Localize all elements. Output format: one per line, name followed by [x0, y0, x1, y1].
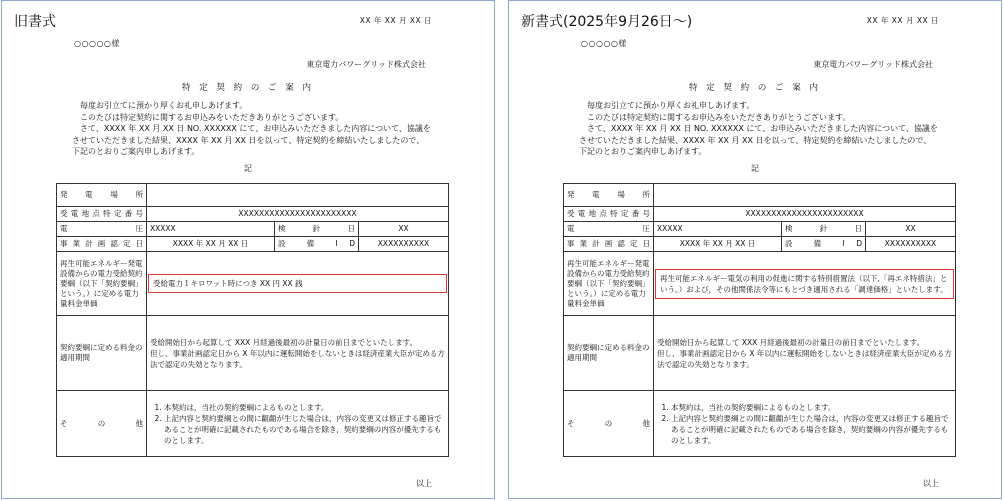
plan-date-label: 事業計画認定日	[564, 237, 654, 252]
panel-heading: 新書式(2025年9月26日～)	[521, 14, 693, 30]
voltage-label: 電 圧	[57, 222, 147, 237]
contract-table	[563, 183, 956, 457]
meter-label: 検 針 日	[782, 222, 866, 237]
document-date: XX 年 XX 月 XX 日	[359, 16, 432, 25]
plan-date-label: 事業計画認定日	[57, 237, 147, 252]
body-paragraph: さて、XXXX 年 XX 月 XX 日 NO. XXXXXX にて、お申込みいただきました内容について、協議をさせていただきました結果、XXXX 年 XX 月 XX 日を以って、特定契約を締結いたしましたので、下記のとおりご案内申しあげます。	[579, 124, 938, 156]
facility-id-label: 設 備 I D	[782, 237, 866, 252]
highlight-box	[655, 269, 954, 299]
period-value: 受給開始日から起算して XXX 月経過後最初の計量日の前日までといたします。	[657, 337, 925, 347]
recipient-name: ○○○○○様	[74, 39, 120, 48]
ki-marker: 記	[244, 164, 252, 173]
list-item: 2. 上記内容と契約要綱との間に齟齬が生じた場合は，内容の変更又は修正する趣旨であることが明確に記載されたものである場合を除き，契約要綱の内容が優先するものとします。	[164, 413, 445, 446]
meter-label: 検 針 日	[275, 222, 359, 237]
period-note: 但し、事業計画認定日から X 年以内に運転開始をしないときは経済産業大臣が定める方法で認定の失効となります。	[657, 348, 952, 369]
voltage-value: XXXXX	[654, 222, 782, 237]
period-cell	[147, 316, 449, 391]
recipient-name: ○○○○○様	[581, 39, 627, 48]
supply-id-value: XXXXXXXXXXXXXXXXXXXXXXX	[654, 207, 956, 222]
period-label: 契約要綱に定める料金の適用期間	[564, 316, 654, 391]
site-label: 発 電 場 所	[57, 184, 147, 207]
supply-id-label: 受電地点特定番号	[57, 207, 147, 222]
period-cell	[654, 316, 956, 391]
company-name: 東京電力パワーグリッド株式会社	[306, 60, 426, 69]
end-marker: 以上	[923, 479, 939, 488]
list-item: 1. 本契約は，当社の契約要綱によるものとします。	[671, 402, 952, 413]
other-label: そ の 他	[564, 391, 654, 457]
price-cell	[654, 252, 956, 316]
supply-id-label: 受電地点特定番号	[564, 207, 654, 222]
highlight-box	[148, 274, 447, 293]
facility-id-value: XXXXXXXXXX	[359, 237, 449, 252]
body-text	[579, 100, 939, 158]
period-note: 但し、事業計画認定日から X 年以内に運転開始をしないときは経済産業大臣が定める方法で認定の失効となります。	[150, 348, 445, 369]
other-cell	[147, 391, 449, 457]
document-title: 特 定 契 約 の ご 案 内	[182, 83, 314, 93]
price-value: 受給電力１キロワット時につき XX 円 XX 銭	[153, 279, 303, 288]
facility-id-value: XXXXXXXXXX	[866, 237, 956, 252]
meter-value: XX	[866, 222, 956, 237]
panel-heading: 旧書式	[14, 14, 56, 30]
contract-table	[56, 183, 449, 457]
end-marker: 以上	[416, 479, 432, 488]
old-format-panel	[1, 0, 495, 499]
list-item: 2. 上記内容と契約要綱との間に齟齬が生じた場合は，内容の変更又は修正する趣旨であることが明確に記載されたものである場合を除き，契約要綱の内容が優先するものとします。	[671, 413, 952, 446]
plan-date-value: XXXX 年 XX 月 XX 日	[147, 237, 275, 252]
period-label: 契約要綱に定める料金の適用期間	[57, 316, 147, 391]
voltage-value: XXXXX	[147, 222, 275, 237]
supply-id-value: XXXXXXXXXXXXXXXXXXXXXXX	[147, 207, 449, 222]
other-label: そ の 他	[57, 391, 147, 457]
voltage-label: 電 圧	[564, 222, 654, 237]
document-title: 特 定 契 約 の ご 案 内	[689, 83, 821, 93]
company-name: 東京電力パワーグリッド株式会社	[813, 60, 933, 69]
body-paragraph: このたびは特定契約に関するお申込みをいただきありがとうございます。	[587, 112, 851, 122]
document-date: XX 年 XX 月 XX 日	[866, 16, 939, 25]
price-value: 再生可能エネルギー電気の利用の促進に関する特別措置法（以下,「再エネ特措法」という。）および，その他関係法令等にもとづき適用される「調達価格」といたします。	[660, 273, 948, 294]
body-text	[72, 100, 432, 158]
body-paragraph: 毎度お引立てに預かり厚くお礼申しあげます。	[80, 101, 248, 110]
new-format-panel	[508, 0, 1002, 499]
list-item: 1. 本契約は，当社の契約要綱によるものとします。	[164, 402, 445, 413]
price-label: 再生可能エネルギー発電設備からの電力受給契約要綱（以下「契約要綱」という。）に定める電力量料金単価	[564, 252, 654, 316]
site-value	[654, 184, 956, 207]
plan-date-value: XXXX 年 XX 月 XX 日	[654, 237, 782, 252]
period-value: 受給開始日から起算して XXX 月経過後最初の計量日の前日までといたします。	[150, 337, 418, 347]
ki-marker: 記	[751, 164, 759, 173]
meter-value: XX	[359, 222, 449, 237]
body-paragraph: 毎度お引立てに預かり厚くお礼申しあげます。	[587, 101, 755, 110]
price-label: 再生可能エネルギー発電設備からの電力受給契約要綱（以下「契約要綱」という。）に定める電力量料金単価	[57, 252, 147, 316]
facility-id-label: 設 備 I D	[275, 237, 359, 252]
body-paragraph: このたびは特定契約に関するお申込みをいただきありがとうございます。	[80, 112, 344, 122]
site-value	[147, 184, 449, 207]
price-cell	[147, 252, 449, 316]
body-paragraph: さて、XXXX 年 XX 月 XX 日 NO. XXXXXX にて、お申込みいただきました内容について、協議をさせていただきました結果、XXXX 年 XX 月 XX 日を以って、特定契約を締結いたしましたので、下記のとおりご案内申しあげます。	[72, 124, 431, 156]
other-cell	[654, 391, 956, 457]
site-label: 発 電 場 所	[564, 184, 654, 207]
